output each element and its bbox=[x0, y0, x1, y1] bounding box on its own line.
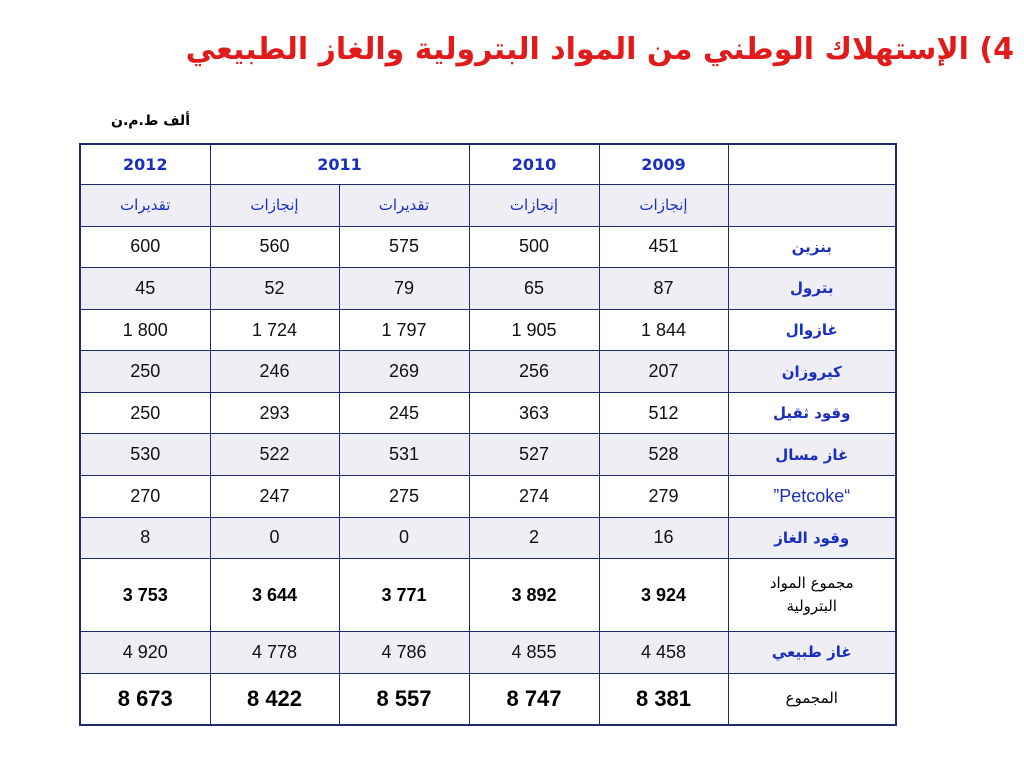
value-2011-estimate: 8 557 bbox=[339, 673, 469, 725]
value-2010: 65 bbox=[469, 268, 599, 310]
subheader-row bbox=[80, 185, 896, 227]
value-2011-actual: 3 644 bbox=[210, 559, 339, 632]
value-2012: 250 bbox=[80, 392, 210, 434]
subheader-2009: إنجازات bbox=[599, 185, 728, 227]
value-2010: 363 bbox=[469, 392, 599, 434]
consumption-table bbox=[79, 143, 897, 726]
value-2009: 451 bbox=[599, 226, 728, 268]
value-2011-actual: 522 bbox=[210, 434, 339, 476]
row-label: ”Petcoke“ bbox=[728, 475, 896, 517]
row-label: غازوال bbox=[728, 309, 896, 351]
table-row-natural-gas bbox=[80, 632, 896, 674]
table-row-lpg bbox=[80, 434, 896, 476]
value-2011-estimate: 269 bbox=[339, 351, 469, 393]
table-row-petrol bbox=[80, 268, 896, 310]
subheader-2010: إنجازات bbox=[469, 185, 599, 227]
row-label: غاز طبيعي bbox=[728, 632, 896, 674]
value-2011-actual: 52 bbox=[210, 268, 339, 310]
unit-label: ألف ط.م.ن bbox=[111, 113, 190, 129]
value-2012: 270 bbox=[80, 475, 210, 517]
table-row-gas-fuel bbox=[80, 517, 896, 559]
slide-title: 4) الإستهلاك الوطني من المواد البترولية والغاز الطبيعي bbox=[185, 32, 1014, 67]
value-2011-estimate: 245 bbox=[339, 392, 469, 434]
subheader-corner bbox=[728, 185, 896, 227]
value-2009: 16 bbox=[599, 517, 728, 559]
value-2010: 274 bbox=[469, 475, 599, 517]
value-2009: 279 bbox=[599, 475, 728, 517]
value-2012: 8 bbox=[80, 517, 210, 559]
value-2010: 527 bbox=[469, 434, 599, 476]
value-2011-estimate: 0 bbox=[339, 517, 469, 559]
value-2011-actual: 0 bbox=[210, 517, 339, 559]
value-2010: 500 bbox=[469, 226, 599, 268]
value-2012: 4 920 bbox=[80, 632, 210, 674]
value-2012: 3 753 bbox=[80, 559, 210, 632]
value-2011-actual: 4 778 bbox=[210, 632, 339, 674]
row-label-line1: مجموع المواد bbox=[769, 573, 854, 592]
year-2010-header: 2010 bbox=[469, 144, 599, 185]
value-2010: 3 892 bbox=[469, 559, 599, 632]
value-2010: 256 bbox=[469, 351, 599, 393]
row-label: وقود ثقيل bbox=[728, 392, 896, 434]
value-2011-actual: 8 422 bbox=[210, 673, 339, 725]
value-2009: 207 bbox=[599, 351, 728, 393]
value-2009: 528 bbox=[599, 434, 728, 476]
value-2011-actual: 247 bbox=[210, 475, 339, 517]
value-2012: 1 800 bbox=[80, 309, 210, 351]
table-row-diesel bbox=[80, 309, 896, 351]
value-2009: 8 381 bbox=[599, 673, 728, 725]
value-2011-estimate: 275 bbox=[339, 475, 469, 517]
value-2012: 250 bbox=[80, 351, 210, 393]
table-row-gasoline bbox=[80, 226, 896, 268]
value-2011-actual: 1 724 bbox=[210, 309, 339, 351]
row-label-line2: البترولية bbox=[786, 597, 837, 616]
table-row-petroleum-subtotal bbox=[80, 559, 896, 632]
table-row-petcoke bbox=[80, 475, 896, 517]
value-2009: 512 bbox=[599, 392, 728, 434]
value-2012: 8 673 bbox=[80, 673, 210, 725]
row-label: المجموع bbox=[728, 673, 896, 725]
year-2012-header: 2012 bbox=[80, 144, 210, 185]
value-2011-estimate: 79 bbox=[339, 268, 469, 310]
row-label: وقود الغاز bbox=[728, 517, 896, 559]
row-label: بنزين bbox=[728, 226, 896, 268]
value-2010: 4 855 bbox=[469, 632, 599, 674]
subheader-2011-estimate: تقديرات bbox=[339, 185, 469, 227]
year-header-row bbox=[80, 144, 896, 185]
value-2010: 2 bbox=[469, 517, 599, 559]
row-label bbox=[728, 559, 896, 632]
value-2011-actual: 293 bbox=[210, 392, 339, 434]
value-2012: 530 bbox=[80, 434, 210, 476]
row-label: كيروزان bbox=[728, 351, 896, 393]
row-label: غاز مسال bbox=[728, 434, 896, 476]
value-2010: 8 747 bbox=[469, 673, 599, 725]
row-label: بترول bbox=[728, 268, 896, 310]
value-2011-actual: 560 bbox=[210, 226, 339, 268]
value-2009: 3 924 bbox=[599, 559, 728, 632]
value-2011-estimate: 1 797 bbox=[339, 309, 469, 351]
table-row-kerosene bbox=[80, 351, 896, 393]
value-2012: 45 bbox=[80, 268, 210, 310]
table-row-heavy-fuel bbox=[80, 392, 896, 434]
value-2010: 1 905 bbox=[469, 309, 599, 351]
value-2011-estimate: 531 bbox=[339, 434, 469, 476]
subheader-2011-actual: إنجازات bbox=[210, 185, 339, 227]
value-2009: 4 458 bbox=[599, 632, 728, 674]
value-2011-estimate: 3 771 bbox=[339, 559, 469, 632]
value-2009: 87 bbox=[599, 268, 728, 310]
value-2011-estimate: 575 bbox=[339, 226, 469, 268]
corner-cell bbox=[728, 144, 896, 185]
year-2009-header: 2009 bbox=[599, 144, 728, 185]
value-2012: 600 bbox=[80, 226, 210, 268]
table-row-grand-total bbox=[80, 673, 896, 725]
value-2011-estimate: 4 786 bbox=[339, 632, 469, 674]
value-2009: 1 844 bbox=[599, 309, 728, 351]
value-2011-actual: 246 bbox=[210, 351, 339, 393]
subheader-2012: تقديرات bbox=[80, 185, 210, 227]
year-2011-header: 2011 bbox=[210, 144, 469, 185]
